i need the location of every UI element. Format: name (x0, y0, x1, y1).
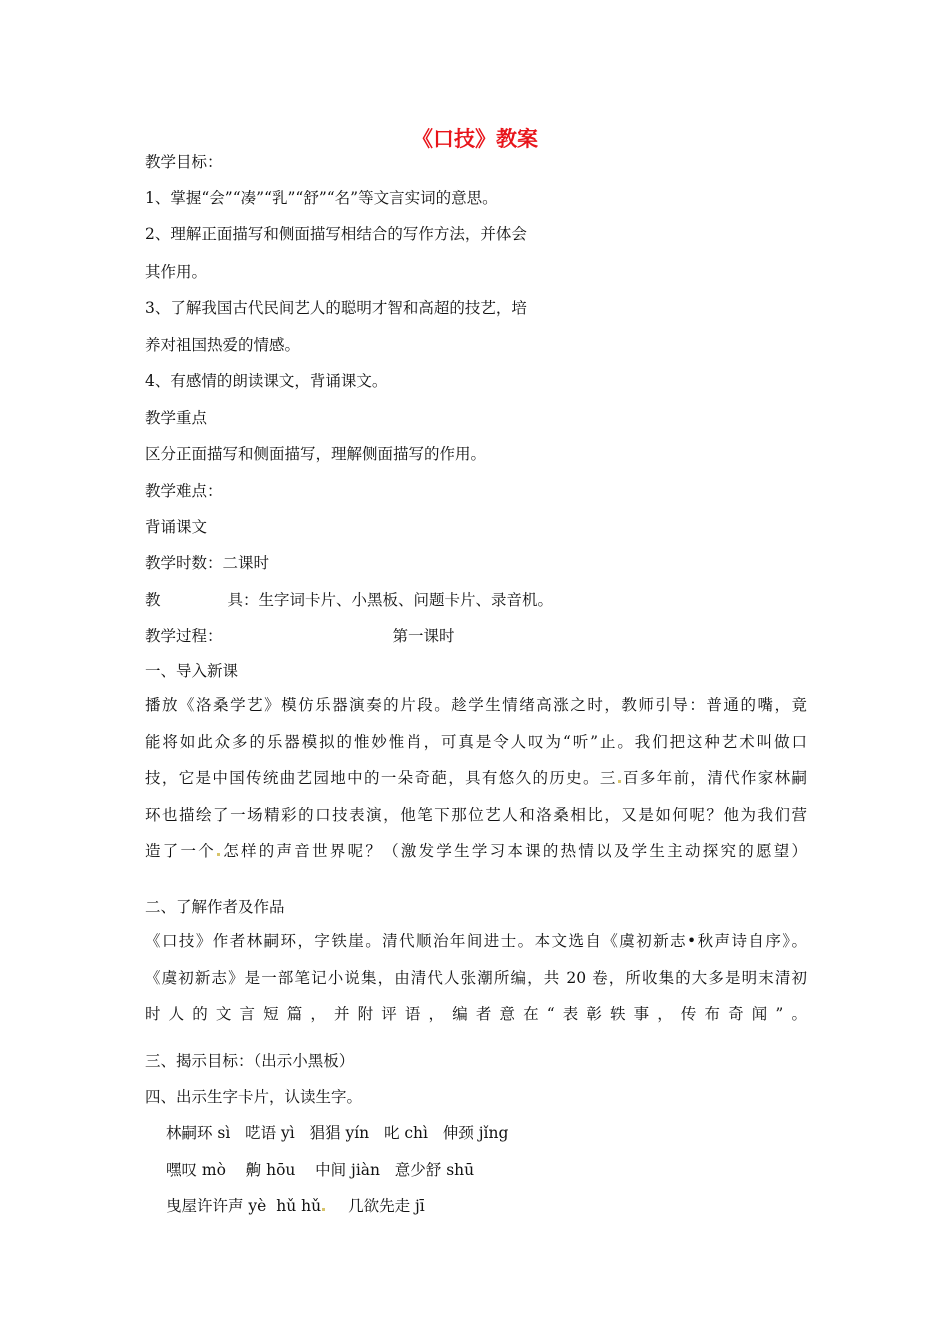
teaching-aids-label: 教 (145, 591, 161, 609)
document-title: 《口技》教案 (412, 127, 538, 151)
objective-2: 2、理解正面描写和侧面描写相结合的写作方法，并体会 (145, 225, 527, 243)
objective-1: 1、掌握“会”“凑”“乳”“舒”“名”等文言实词的意思。 (145, 189, 498, 207)
objective-3: 3、了解我国古代民间艺人的聪明才智和高超的技艺，培 (145, 299, 527, 317)
section-4-heading: 四、出示生字卡片，认读生字。 (145, 1088, 363, 1106)
intro-paragraph (145, 687, 807, 870)
first-lesson-label: 第一课时 (392, 627, 455, 645)
objective-4: 4、有感情的朗读课文，背诵课文。 (145, 372, 388, 390)
author-paragraph (145, 923, 807, 1033)
process-heading: 教学过程： (145, 627, 223, 645)
intro-line-5: 造了一个 怎样的声音世界呢？（激发学生学习本课的热情以及学生主动探究的愿望） (145, 842, 807, 860)
key-points-heading: 教学重点 (145, 409, 208, 427)
intro-line-1: 播放《洛桑学艺》模仿乐器演奏的片段。趁学生情绪高涨之时，教师引导：普通的嘴，竟 (145, 696, 807, 714)
objective-3-cont: 养对祖国热爱的情感。 (145, 336, 301, 354)
vocab-line-2: 嘿叹 mò 齁 hōu 中间 jiàn 意少舒 shū (166, 1161, 475, 1179)
margin-mark (217, 853, 220, 856)
objectives-heading: 教学目标： (145, 153, 223, 171)
teaching-aids (145, 590, 553, 610)
author-line-1: 《口技》作者林嗣环，字铁崖。清代顺治年间进士。本文选自《虞初新志•秋声诗自序》。 (145, 932, 807, 950)
vocab-line-1: 林嗣环 sì 呓语 yì 猖猖 yín 叱 chì 伸颈 jǐng (166, 1124, 509, 1142)
author-line-2: 《虞初新志》是一部笔记小说集，由清代人张潮所编，共 20 卷，所收集的大多是明末清初 (145, 968, 807, 987)
key-points-text: 区分正面描写和侧面描写，理解侧面描写的作用。 (145, 445, 487, 463)
section-3-heading: 三、揭示目标：（出示小黑板） (145, 1052, 355, 1070)
margin-mark (618, 780, 621, 783)
difficulties-text: 背诵课文 (145, 518, 208, 536)
process-line (145, 626, 455, 646)
teaching-aids-text: 具：生字词卡片、小黑板、问题卡片、录音机。 (227, 591, 554, 609)
intro-line-4: 环也描绘了一场精彩的口技表演，他笔下那位艺人和洛桑相比，又是如何呢？他为我们营 (145, 805, 807, 824)
author-line-3: 时人的文言短篇，并附评语，编者意在“表彰轶事，传布奇闻”。 (145, 1005, 807, 1023)
section-2-heading: 二、了解作者及作品 (145, 898, 285, 916)
margin-mark (322, 1208, 325, 1211)
objective-2-cont: 其作用。 (145, 263, 208, 281)
difficulties-heading: 教学难点： (145, 482, 223, 500)
vocab-line-3: 曳屋许许声 yè hǔ hǔ 几欲先走 jī (166, 1197, 425, 1215)
section-1-heading: 一、导入新课 (145, 662, 239, 680)
intro-line-2: 能将如此众多的乐器模拟的惟妙惟肖，可真是令人叹为“听”止。我们把这种艺术叫做口 (145, 732, 807, 751)
intro-line-3: 技，它是中国传统曲艺园地中的一朵奇葩，具有悠久的历史。三 百多年前，清代作家林嗣 (145, 769, 807, 787)
lesson-hours: 教学时数：二课时 (145, 554, 270, 572)
